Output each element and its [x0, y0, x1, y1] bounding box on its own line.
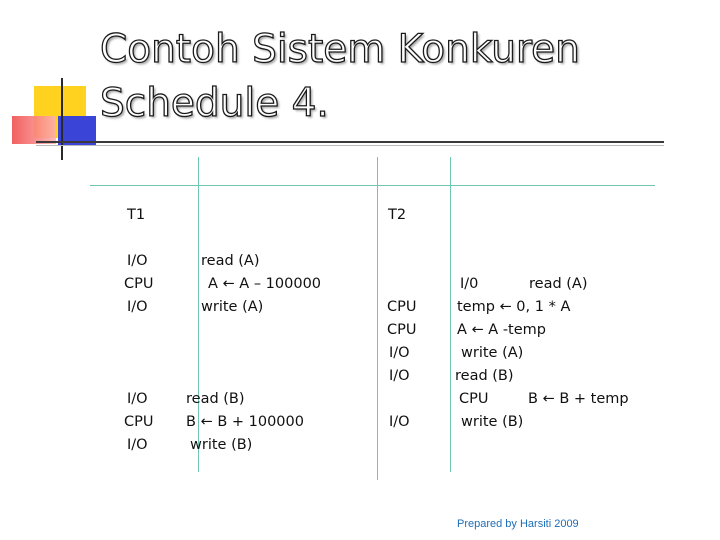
title-underline	[36, 141, 664, 143]
t1-action: read (B)	[186, 391, 245, 407]
t2-action: I/0	[460, 276, 479, 292]
t1-action: write (A)	[201, 299, 264, 315]
decor-vertical-line	[61, 78, 63, 160]
t2-action: write (A)	[461, 345, 524, 361]
t2-action: CPU	[459, 391, 489, 407]
t1-op: I/O	[127, 253, 148, 269]
t1-op: CPU	[124, 414, 154, 430]
t2-op: I/O	[389, 368, 410, 384]
table-column-divider	[377, 157, 378, 480]
t2-action: read (B)	[455, 368, 514, 384]
t2-action: read (A)	[529, 276, 588, 292]
t1-op: I/O	[127, 437, 148, 453]
t1-action: A ← A – 100000	[208, 276, 322, 292]
t1-op: CPU	[124, 276, 154, 292]
t1-op: I/O	[127, 391, 148, 407]
t2-op: I/O	[389, 414, 410, 430]
slide-footer: Prepared by Harsiti 2009	[457, 518, 579, 530]
t1-action: read (A)	[201, 253, 260, 269]
t1-action: B ← B + 100000	[186, 414, 304, 430]
t2-action: write (B)	[461, 414, 524, 430]
table-header-rule	[90, 185, 655, 186]
table-column-divider	[450, 157, 451, 472]
decor-red-bar	[12, 116, 56, 144]
slide-title-line-2: Schedule 4.	[100, 81, 329, 126]
t1-op: I/O	[127, 299, 148, 315]
t2-op: CPU	[387, 322, 417, 338]
t2-action: A ← A -temp	[457, 322, 546, 338]
t2-op: I/O	[389, 345, 410, 361]
t2-action: B ← B + temp	[528, 391, 629, 407]
t1-header: T1	[127, 207, 146, 223]
t2-header: T2	[388, 207, 407, 223]
t2-action: temp ← 0, 1 * A	[457, 299, 571, 315]
t2-op: CPU	[387, 299, 417, 315]
title-underline-shadow	[36, 145, 664, 146]
t1-action: write (B)	[190, 437, 253, 453]
slide-title-line-1: Contoh Sistem Konkuren	[100, 27, 580, 72]
